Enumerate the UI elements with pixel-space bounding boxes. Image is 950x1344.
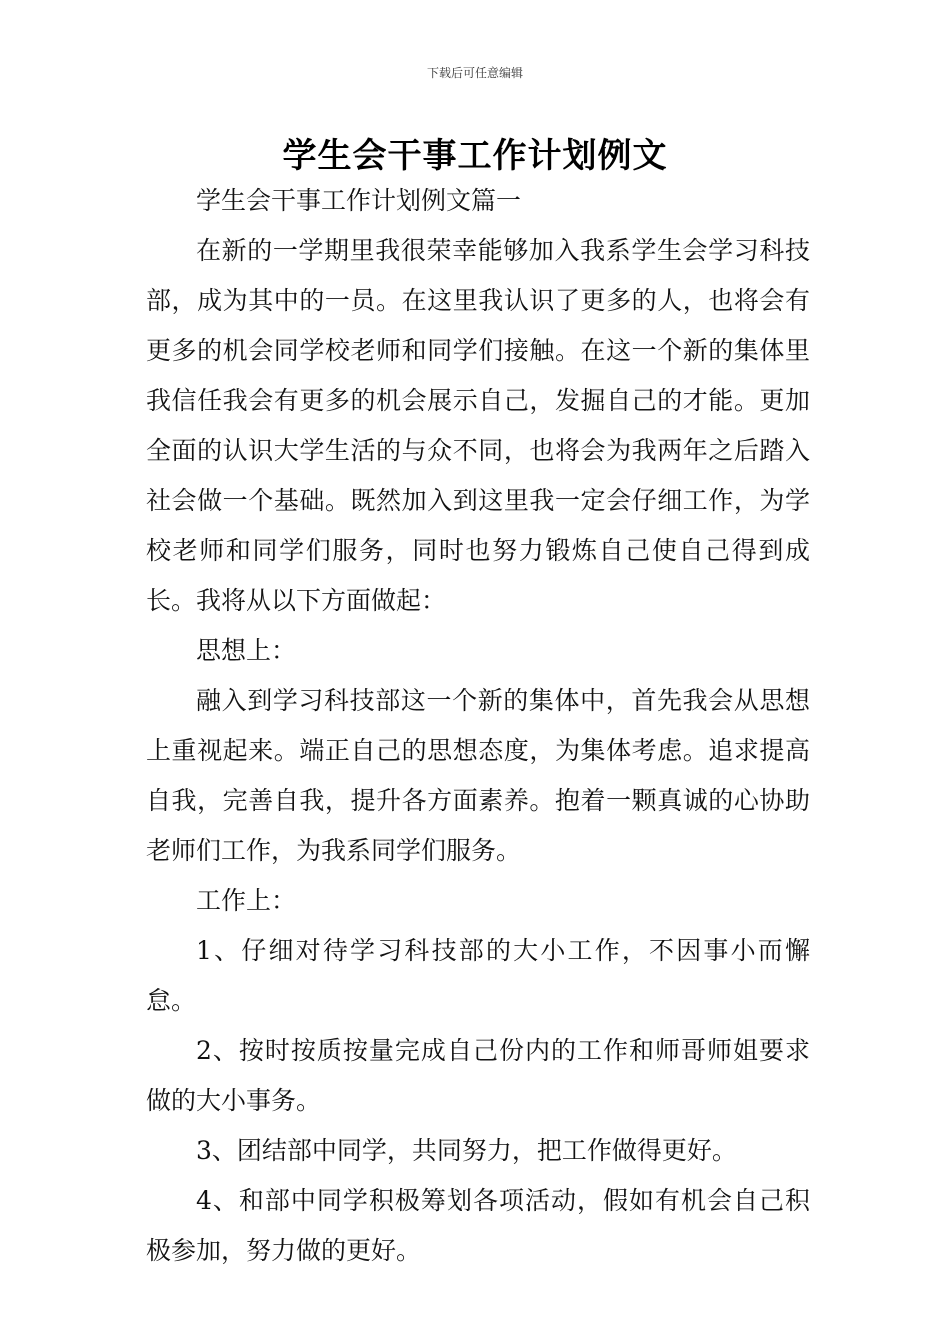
list-item: 1、仔细对待学习科技部的大小工作，不因事小而懈怠。 (146, 936, 810, 1015)
subheading-thinking: 思想上： (196, 636, 297, 665)
header-note: 下载后可任意编辑 (426, 66, 523, 80)
list-item: 2、按时按质按量完成自己份内的工作和师哥师姐要求做的大小事务。 (146, 1036, 810, 1115)
subheading-work: 工作上： (196, 886, 297, 915)
list-item: 4、和部中同学积极筹划各项活动，假如有机会自己积极参加，努力做的更好。 (146, 1186, 810, 1265)
document-body (146, 176, 810, 1276)
document-title: 学生会干事工作计划例文 (282, 136, 668, 176)
body-paragraph: 在新的一学期里我很荣幸能够加入我系学生会学习科技部，成为其中的一员。在这里我认识了更多的人，也将会有更多的机会同学校老师和同学们接触。在这一个新的集体里我信任我会有更多的机会展示自己，发掘自己的才能。更加全面的认识大学生活的与众不同，也将会为我两年之后踏入社会做一个基础。既然加入到这里我一定会仔细工作，为学校老师和同学们服务，同时也努力锻炼自己使自己得到成长。我将从以下方面做起： (146, 236, 810, 615)
list-item: 3、团结部中同学，共同努力，把工作做得更好。 (196, 1136, 737, 1165)
section-heading: 学生会干事工作计划例文篇一 (196, 186, 522, 215)
body-paragraph: 融入到学习科技部这一个新的集体中，首先我会从思想上重视起来。端正自己的思想态度，为集体考虑。追求提高自我，完善自我，提升各方面素养。抱着一颗真诚的心协助老师们工作，为我系同学们服务。 (146, 686, 810, 865)
